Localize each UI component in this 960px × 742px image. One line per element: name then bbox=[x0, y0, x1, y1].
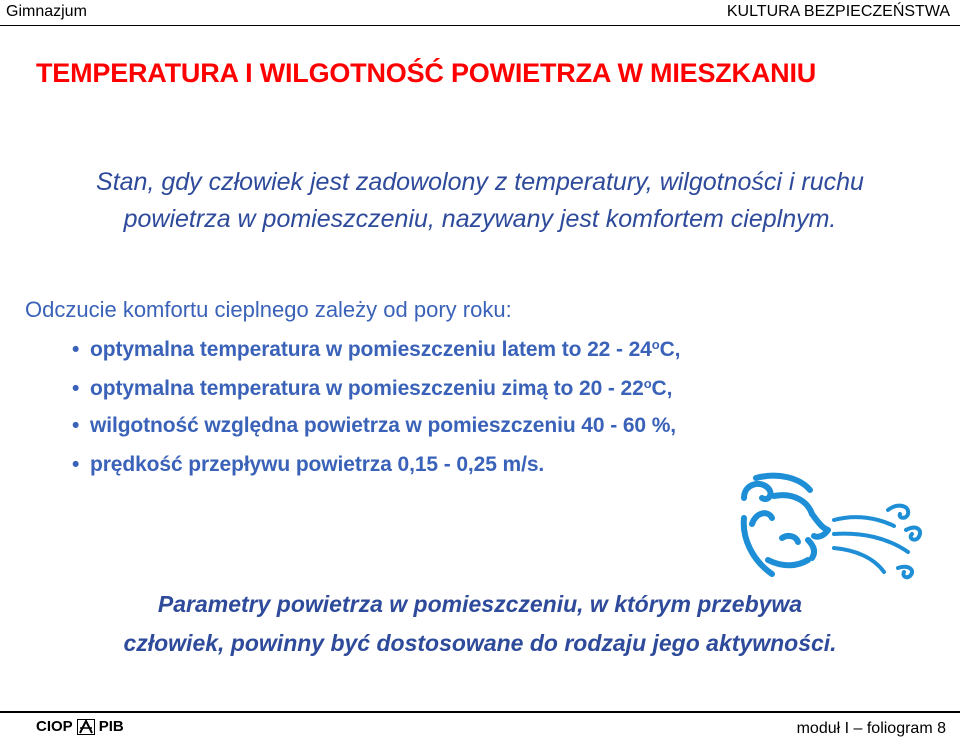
bullet-text: optymalna temperatura w pomieszczeniu latem to 22 - 24 bbox=[90, 338, 652, 361]
bullet-text: prędkość przepływu powietrza 0,15 - 0,25 m/s. bbox=[90, 452, 545, 476]
bullet-text: optymalna temperatura w pomieszczeniu zimą to 20 - 22 bbox=[90, 376, 644, 400]
header-divider bbox=[0, 25, 960, 26]
bullet-text: wilgotność względna powietrza w pomieszczeniu 40 - 60 %, bbox=[90, 414, 677, 437]
footer-divider bbox=[0, 711, 960, 713]
closing-paragraph bbox=[0, 585, 960, 663]
ciop-pib-logo bbox=[36, 718, 124, 735]
bullet-dot-icon: • bbox=[72, 452, 80, 476]
list-item bbox=[72, 414, 680, 453]
bullet-dot-icon: • bbox=[72, 414, 80, 437]
degree-sup: o bbox=[643, 375, 652, 391]
closing-line-1: Parametry powietrza w pomieszczeniu, w którym przebywa bbox=[157, 591, 803, 617]
header-right-label: KULTURA BEZPIECZEŃSTWA bbox=[726, 3, 950, 20]
list-item bbox=[72, 376, 680, 415]
intro-line-2: powietrza w pomieszczeniu, nazywany jest komfortem cieplnym. bbox=[123, 205, 837, 233]
comfort-lead: Odczucie komfortu cieplnego zależy od pory roku: bbox=[25, 297, 512, 322]
bullet-tail: C, bbox=[651, 376, 673, 400]
logo-mark-icon bbox=[77, 719, 95, 735]
logo-text-left: CIOP bbox=[36, 718, 73, 735]
intro-paragraph bbox=[0, 164, 960, 238]
bullet-dot-icon: • bbox=[72, 338, 80, 361]
list-item bbox=[72, 337, 680, 376]
bullet-dot-icon: • bbox=[72, 376, 80, 400]
header-left-label: Gimnazjum bbox=[6, 3, 87, 20]
slide-title: TEMPERATURA I WILGOTNOŚĆ POWIETRZA W MIESZKANIU bbox=[36, 58, 817, 88]
list-item bbox=[72, 453, 680, 492]
bullet-tail: C, bbox=[659, 338, 681, 361]
degree-sup: o bbox=[651, 337, 660, 352]
intro-line-1: Stan, gdy człowiek jest zadowolony z temperatury, wilgotności i ruchu bbox=[96, 168, 864, 196]
slide-number-label: moduł I – foliogram 8 bbox=[796, 720, 946, 737]
comfort-list bbox=[72, 337, 680, 491]
wind-face-icon bbox=[738, 468, 924, 580]
logo-text-right: PIB bbox=[98, 718, 124, 735]
closing-line-2: człowiek, powinny być dostosowane do rodzaju jego aktywności. bbox=[123, 630, 837, 656]
